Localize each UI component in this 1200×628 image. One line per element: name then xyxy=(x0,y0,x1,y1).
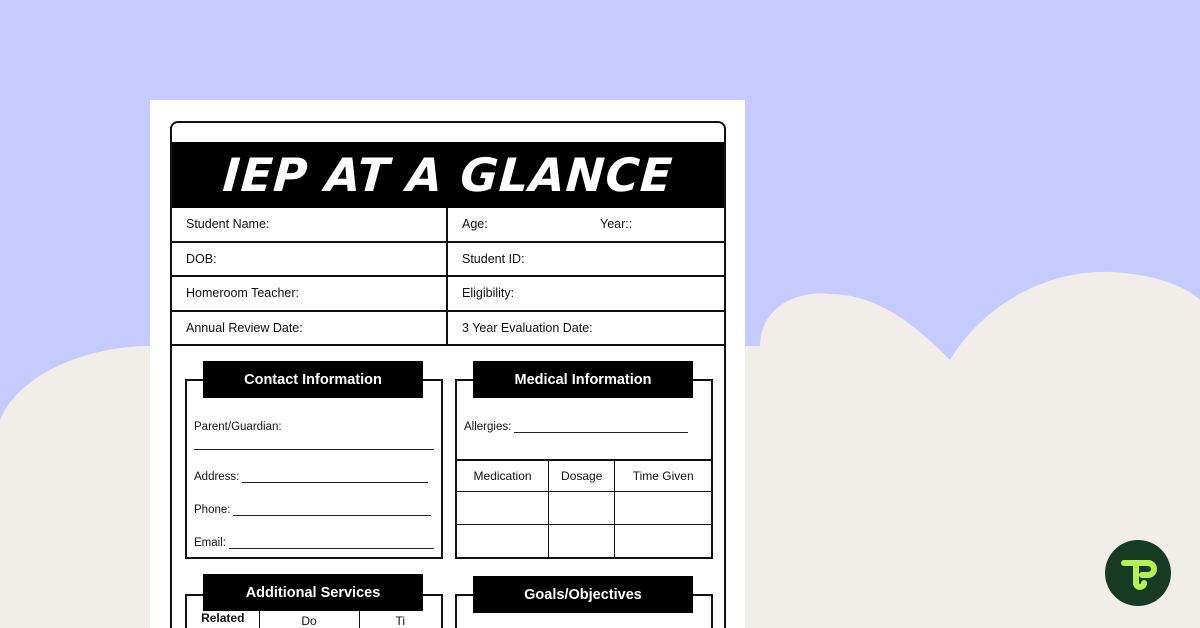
dob-field: DOB: xyxy=(172,243,448,276)
table-cell xyxy=(549,524,615,557)
email-line xyxy=(229,548,434,549)
additional-services-heading: Additional Services xyxy=(203,574,423,611)
table-cell xyxy=(549,491,615,524)
evaluation-date-field: 3 Year Evaluation Date: xyxy=(462,320,593,335)
info-row xyxy=(172,208,724,243)
teach-starter-logo-icon xyxy=(1105,540,1171,606)
phone-line xyxy=(233,515,431,516)
allergies-field xyxy=(464,421,688,433)
dosage-header: Dosage xyxy=(549,460,615,491)
student-name-field: Student Name: xyxy=(172,208,448,241)
worksheet-page xyxy=(150,100,745,628)
iep-form xyxy=(170,121,726,628)
year-field: Year:: xyxy=(600,217,633,232)
related-header: Related xyxy=(187,596,259,628)
ti-header: Ti xyxy=(395,614,406,628)
student-info-grid xyxy=(172,208,724,346)
medical-information-box xyxy=(455,379,713,559)
homeroom-teacher-field: Homeroom Teacher: xyxy=(172,277,448,310)
time-given-header: Time Given xyxy=(615,460,711,491)
medical-information-heading: Medical Information xyxy=(473,361,693,398)
table-header-row xyxy=(457,460,711,491)
address-label: Address: xyxy=(194,471,240,483)
email-label: Email: xyxy=(194,537,226,549)
allergies-label: Allergies: xyxy=(464,421,512,433)
table-row xyxy=(457,491,711,524)
student-id-field: Student ID: xyxy=(462,251,525,266)
address-field xyxy=(194,471,428,483)
info-row xyxy=(172,243,724,278)
title-bar xyxy=(172,142,724,208)
medication-header: Medication xyxy=(457,460,549,491)
address-line xyxy=(242,482,428,483)
parent-guardian-label: Parent/Guardian: xyxy=(194,421,282,433)
contact-information-heading: Contact Information xyxy=(203,361,423,398)
email-field xyxy=(194,537,434,549)
table-row xyxy=(457,524,711,557)
eligibility-field: Eligibility: xyxy=(462,286,515,301)
table-cell xyxy=(457,491,549,524)
age-year-cell xyxy=(448,208,724,241)
medication-table xyxy=(457,459,711,557)
goals-objectives-heading: Goals/Objectives xyxy=(473,576,693,613)
info-row xyxy=(172,277,724,312)
allergies-line xyxy=(514,432,688,433)
page-title: IEP AT A GLANCE xyxy=(221,148,675,202)
table-cell xyxy=(615,524,711,557)
do-header: Do xyxy=(259,596,359,628)
table-cell xyxy=(615,491,711,524)
parent-guardian-field xyxy=(194,421,282,433)
age-field: Age: xyxy=(462,217,488,232)
parent-guardian-line xyxy=(194,449,434,450)
logo-glyph-icon xyxy=(1118,553,1158,593)
info-row xyxy=(172,312,724,347)
table-cell xyxy=(457,524,549,557)
contact-information-box xyxy=(185,379,443,559)
annual-review-date-field: Annual Review Date: xyxy=(172,312,448,345)
phone-label: Phone: xyxy=(194,504,231,516)
phone-field xyxy=(194,504,431,516)
